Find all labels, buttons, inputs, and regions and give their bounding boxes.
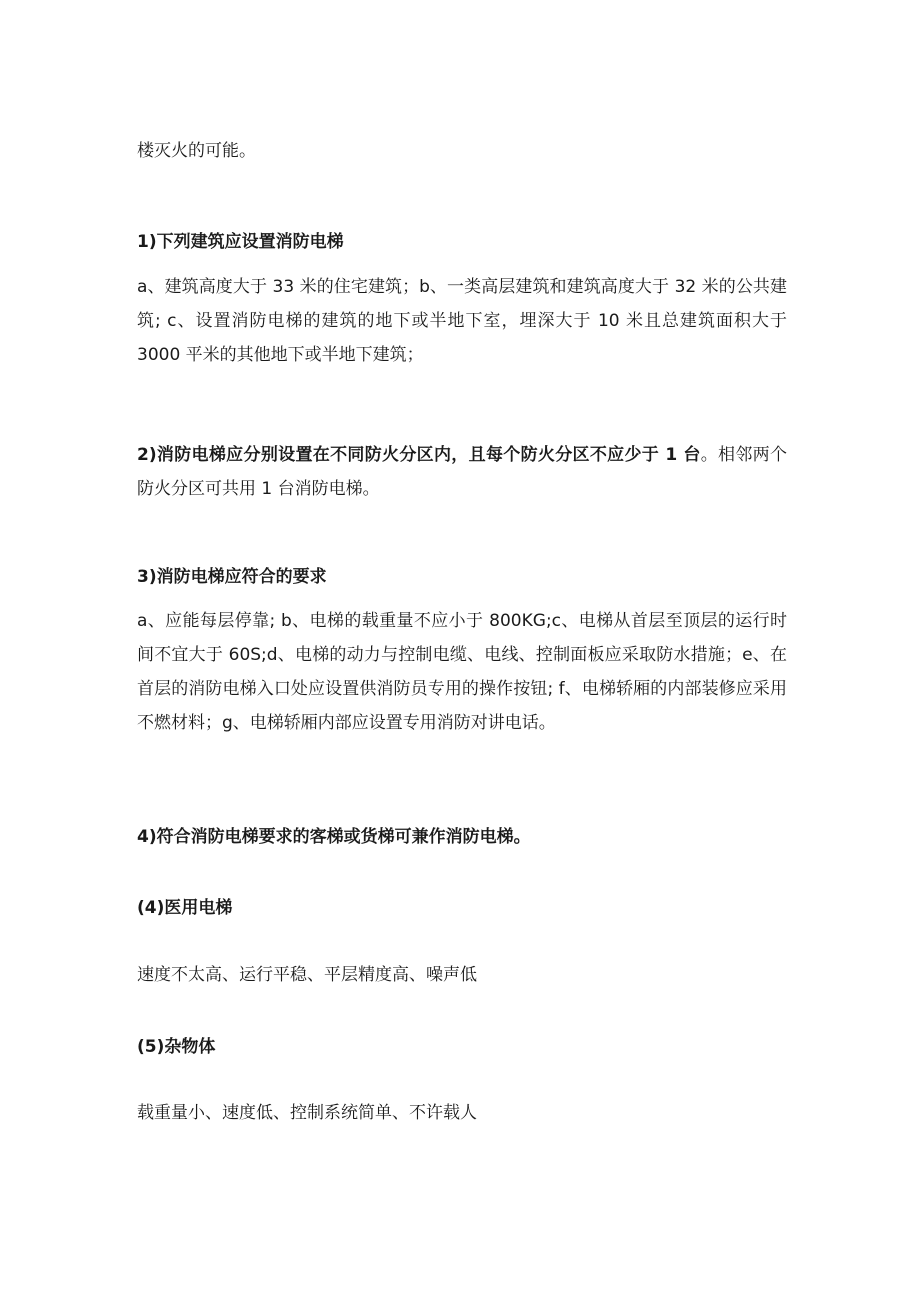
intro-tail-text: 楼灭火的可能。 xyxy=(137,141,256,161)
medical-elevator-body: 速度不太高、运行平稳、平层精度高、噪声低 xyxy=(137,965,477,985)
dumbwaiter-heading: (5)杂物体 xyxy=(137,1037,216,1057)
section4-heading: 4)符合消防电梯要求的客梯或货梯可兼作消防电梯。 xyxy=(137,827,531,847)
section3-body: a、应能每层停靠; b、电梯的载重量不应小于 800KG;c、电梯从首层至顶层的运行时间不宜大于 60S;d、电梯的动力与控制电缆、电线、控制面板应采取防水措施；e、在首层的消防电梯入口处应设置供消防员专用的操作按钮; f、电梯轿厢的内部装修应采用不燃材料；g、电梯轿厢内部应设置专用消防对讲电话。 xyxy=(137,611,787,733)
medical-elevator-heading: (4)医用电梯 xyxy=(137,898,233,918)
section2-bold-text: 2)消防电梯应分别设置在不同防火分区内，且每个防火分区不应少于 1 台 xyxy=(137,445,701,465)
section2-normal-text: 。相邻两个防火分区可共用 1 台消防电梯。 xyxy=(137,445,788,499)
section1-heading: 1)下列建筑应设置消防电梯 xyxy=(137,232,344,252)
section1-body: a、建筑高度大于 33 米的住宅建筑；b、一类高层建筑和建筑高度大于 32 米的公共建筑; c、设置消防电梯的建筑的地下或半地下室，埋深大于 10 米且总建筑面积大于 3000 平米的其他地下或半地下建筑； xyxy=(137,277,787,365)
section3-heading: 3)消防电梯应符合的要求 xyxy=(137,567,327,587)
section2-paragraph xyxy=(137,438,787,506)
dumbwaiter-body: 载重量小、速度低、控制系统简单、不许载人 xyxy=(137,1103,477,1123)
